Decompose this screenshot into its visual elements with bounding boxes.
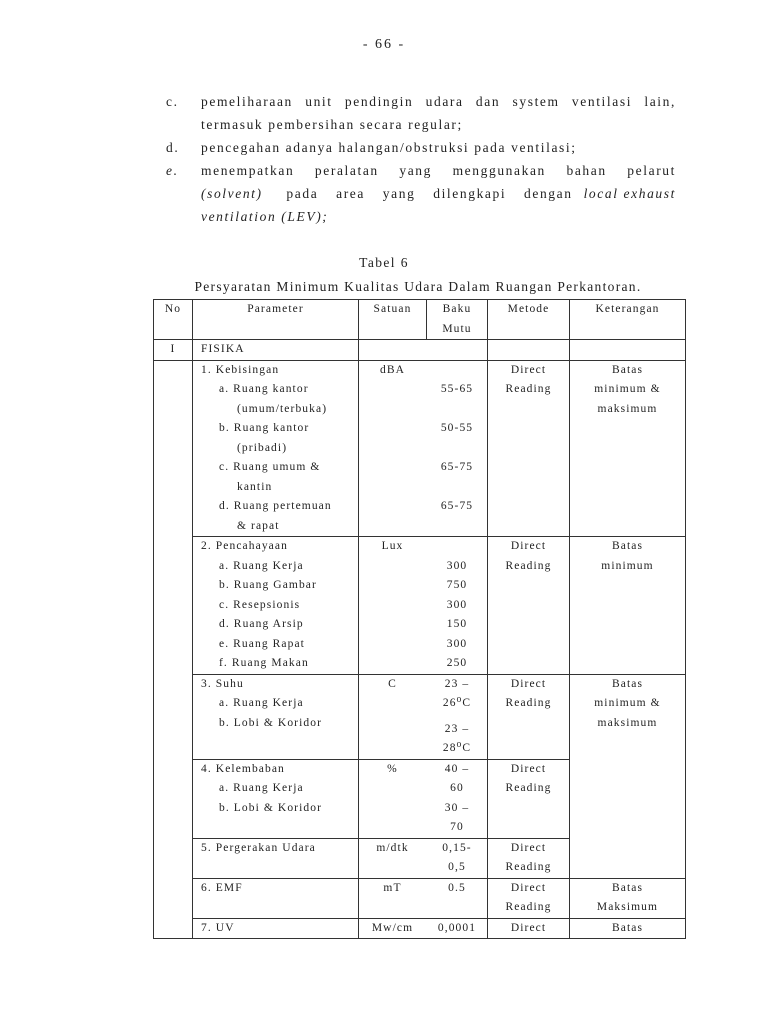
unit-cell: mT — [359, 878, 427, 918]
value: 40 – — [444, 762, 470, 775]
value: 60 — [450, 782, 464, 794]
note: maksimum — [597, 402, 658, 415]
note: minimum & — [594, 383, 661, 395]
value: 65-75 — [440, 461, 474, 473]
value: 23 – — [444, 677, 470, 690]
header-no: No — [154, 300, 193, 340]
value: 55-65 — [440, 383, 474, 395]
empty-cell — [359, 340, 427, 361]
unit-cell: Lux — [359, 537, 427, 675]
list-letter: c. — [166, 94, 179, 109]
value: 30 – — [444, 801, 470, 814]
method-cell — [488, 759, 570, 838]
section-row — [154, 340, 686, 361]
value-cell — [427, 537, 488, 675]
param-title: 3. Suhu — [201, 677, 244, 690]
method: Direct — [510, 881, 547, 894]
unit-cell: C — [359, 674, 427, 759]
param-item: b. Lobi & Koridor — [219, 801, 323, 814]
param-title: 1. Kebisingan — [201, 363, 280, 376]
method: Direct — [510, 841, 547, 854]
note: maksimum — [597, 716, 658, 729]
note: minimum — [601, 559, 654, 572]
table-row-emf — [154, 878, 686, 918]
empty-cell — [488, 340, 570, 361]
empty-cell — [570, 340, 686, 361]
value-cell — [427, 360, 488, 537]
value: 300 — [446, 559, 468, 572]
value: 28⁰C — [442, 742, 472, 754]
param-item: c. Resepsionis — [219, 598, 301, 611]
note: minimum & — [594, 697, 661, 709]
param-item: (umum/terbuka) — [237, 402, 328, 415]
note-cell — [570, 360, 686, 537]
param-item: & rapat — [237, 519, 280, 532]
header-mutu: Mutu — [442, 322, 472, 335]
method: Reading — [505, 383, 552, 395]
value: 250 — [446, 657, 468, 669]
value: 70 — [450, 821, 464, 833]
value-cell: 0.5 — [427, 878, 488, 918]
note: Maksimum — [596, 901, 659, 913]
value-cell — [427, 838, 488, 878]
param-item: a. Ruang kantor — [219, 383, 309, 395]
parameter-cell: 7. UV — [193, 918, 359, 939]
header-baku-mutu — [427, 300, 488, 340]
param-item: e. Ruang Rapat — [219, 637, 305, 650]
method: Direct — [510, 540, 547, 552]
value: 23 – — [444, 722, 470, 735]
note-cell — [570, 674, 686, 878]
param-item: b. Ruang kantor — [219, 422, 310, 434]
method: Direct — [510, 363, 547, 376]
empty-cell — [427, 340, 488, 361]
local-exhaust-text: local exhaust — [583, 186, 676, 201]
parameter-cell — [193, 674, 359, 759]
table-row-pencahayaan — [154, 537, 686, 675]
method-cell — [488, 360, 570, 537]
param-item: b. Lobi & Koridor — [219, 716, 323, 729]
list-item-c-line2: termasuk pembersihan secara regular; — [201, 117, 463, 132]
value: 750 — [446, 579, 468, 591]
param-item: (pribadi) — [237, 441, 288, 454]
unit-cell: % — [359, 759, 427, 838]
param-item: f. Ruang Makan — [219, 657, 309, 669]
param-item: kantin — [237, 480, 273, 493]
param-title: 4. Kelembaban — [201, 762, 285, 775]
value: 50-55 — [440, 422, 474, 434]
method-cell — [488, 878, 570, 918]
parameter-cell: 5. Pergerakan Udara — [193, 838, 359, 878]
table-row-uv — [154, 918, 686, 939]
note: Batas — [611, 363, 644, 376]
method-cell — [488, 838, 570, 878]
param-item: a. Ruang Kerja — [219, 697, 304, 709]
value-cell: 0,0001 — [427, 918, 488, 939]
unit-cell: Mw/cm — [359, 918, 427, 939]
parameter-cell: 6. EMF — [193, 878, 359, 918]
solvent-text: (solvent) — [201, 186, 263, 201]
table-row-suhu — [154, 674, 686, 759]
list-letter: d. — [166, 140, 180, 155]
value: 26⁰C — [442, 697, 472, 709]
list-item-d-line1: pencegahan adanya halangan/obstruksi pada ventilasi; — [201, 140, 577, 155]
method-cell — [488, 674, 570, 759]
note: Batas — [611, 881, 644, 894]
no-cell — [154, 360, 193, 939]
method: Reading — [505, 559, 552, 572]
value: 150 — [446, 618, 468, 630]
list-letter: e. — [166, 163, 179, 178]
list-item-e-line2 — [201, 186, 676, 202]
param-item: d. Ruang pertemuan — [219, 500, 332, 512]
note-cell — [570, 537, 686, 675]
table-row-kebisingan — [154, 360, 686, 537]
header-satuan: Satuan — [359, 300, 427, 340]
line2-middle-text: pada area yang dilengkapi dengan — [268, 186, 578, 201]
parameter-cell — [193, 537, 359, 675]
header-keterangan: Keterangan — [570, 300, 686, 340]
table-header-row — [154, 300, 686, 340]
table-title: Persyaratan Minimum Kualitas Udara Dalam Ruangan Perkantoran. — [194, 279, 642, 294]
header-metode: Metode — [488, 300, 570, 340]
param-item: a. Ruang Kerja — [219, 559, 304, 572]
value: 0,15- — [442, 841, 472, 854]
method: Reading — [505, 782, 552, 794]
note-cell: Batas — [570, 918, 686, 939]
value: 65-75 — [440, 500, 474, 512]
page-number: - 66 - — [362, 37, 406, 52]
method: Reading — [505, 901, 552, 913]
line2-middle — [263, 186, 584, 202]
section-name: FISIKA — [193, 340, 359, 361]
parameter-cell — [193, 360, 359, 537]
note: Batas — [611, 677, 644, 690]
value: 0,5 — [448, 861, 466, 873]
unit-cell: m/dtk — [359, 838, 427, 878]
note: Batas — [611, 540, 644, 552]
method-cell — [488, 537, 570, 675]
value-cell — [427, 759, 488, 838]
unit-cell: dBA — [359, 360, 427, 537]
section-number: I — [154, 340, 193, 361]
value-cell — [427, 674, 488, 759]
method: Reading — [505, 861, 552, 873]
list-item-e-line3: ventilation (LEV); — [201, 209, 329, 224]
air-quality-table — [153, 299, 686, 939]
param-item: a. Ruang Kerja — [219, 782, 304, 794]
method-cell: Direct — [488, 918, 570, 939]
method: Direct — [510, 677, 547, 690]
table-caption: Tabel 6 — [359, 255, 409, 270]
list-item-e-line1: menempatkan peralatan yang menggunakan bahan pelarut — [201, 163, 676, 178]
value: 300 — [446, 637, 468, 650]
header-parameter: Parameter — [193, 300, 359, 340]
method: Direct — [510, 762, 547, 775]
param-title: 2. Pencahayaan — [201, 540, 288, 552]
note-cell — [570, 878, 686, 918]
value: 300 — [446, 598, 468, 611]
list-item-c-line1: pemeliharaan unit pendingin udara dan system ventilasi lain, — [201, 94, 676, 109]
param-item: c. Ruang umum & — [219, 461, 321, 473]
method: Reading — [505, 697, 552, 709]
parameter-cell — [193, 759, 359, 838]
header-baku: Baku — [442, 303, 472, 315]
param-item: b. Ruang Gambar — [219, 579, 317, 591]
param-item: d. Ruang Arsip — [219, 618, 304, 630]
